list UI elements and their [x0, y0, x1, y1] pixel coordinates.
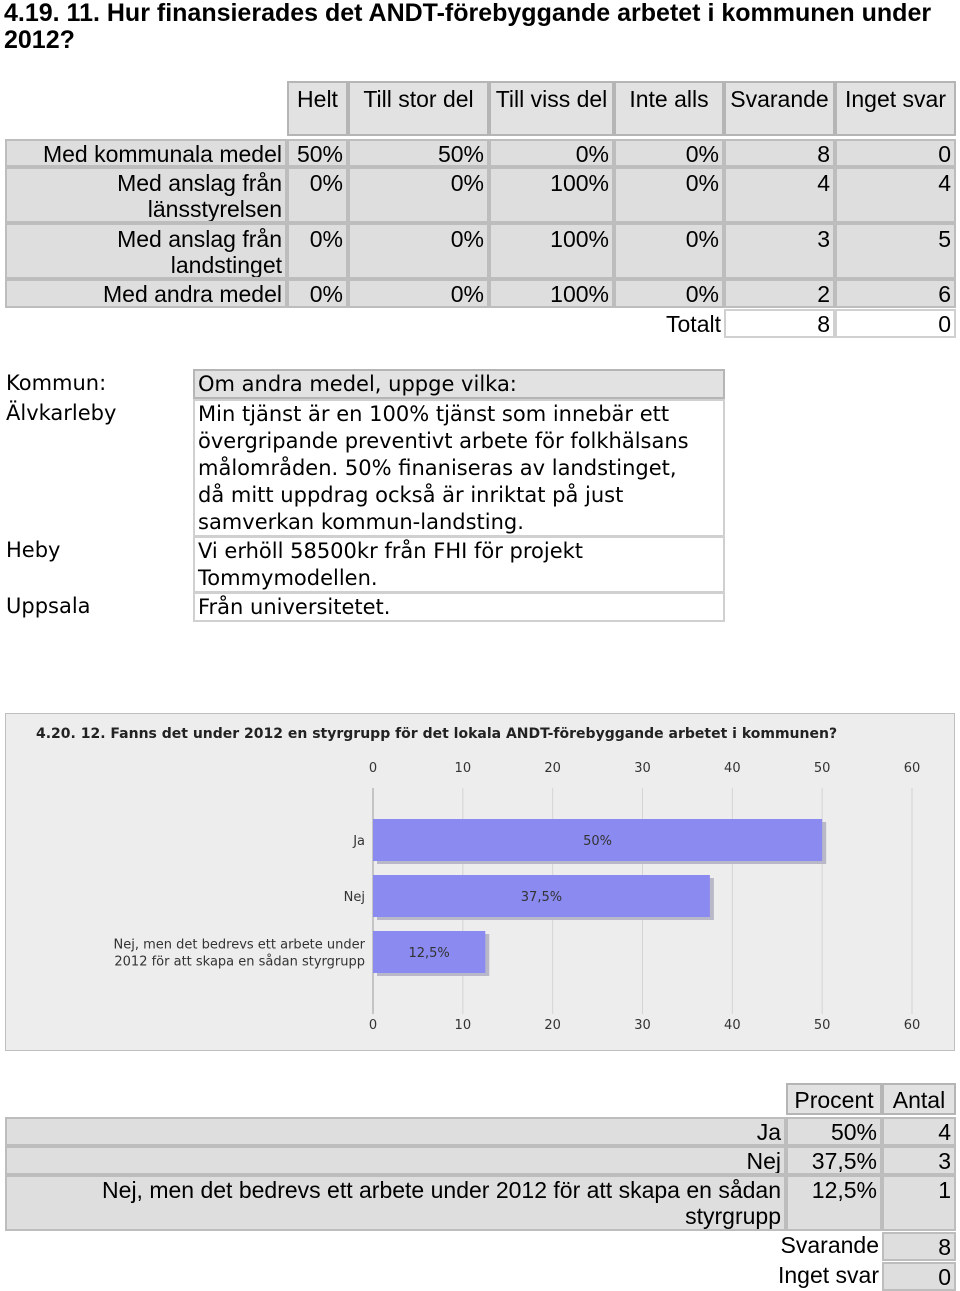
- total-label: Totalt: [666, 311, 721, 337]
- row-label: Med andra medel: [5, 279, 287, 308]
- table-cell: 0%: [348, 279, 489, 308]
- kommun-cell: Uppsala: [6, 594, 91, 618]
- table-cell: 0%: [614, 279, 724, 308]
- andra-medel-cell: Från universitetet.: [193, 592, 725, 622]
- x-tick-label-top: 20: [544, 761, 561, 776]
- table-cell: 0%: [287, 167, 348, 223]
- chart-plot: [114, 761, 921, 1033]
- table-cell: 2: [724, 279, 835, 308]
- x-tick-label-bottom: 10: [454, 1018, 472, 1033]
- table-cell: 100%: [489, 223, 614, 279]
- inget-svar-value: 0: [882, 1262, 956, 1291]
- col-header-inte-alls: Inte alls: [614, 81, 724, 136]
- total-svarande: 8: [724, 309, 835, 338]
- svarande-label: Svarande: [780, 1232, 879, 1258]
- x-tick-label-bottom: 30: [634, 1018, 651, 1033]
- summary-row-label: Nej, men det bedrevs ett arbete under 2012 för att skapa en sådan styrgrupp: [5, 1175, 786, 1231]
- table-cell: 0%: [614, 139, 724, 167]
- table-cell: 0%: [614, 167, 724, 223]
- svarande-value: 8: [882, 1232, 956, 1261]
- andra-medel-cell: Vi erhöll 58500kr från FHI för projekt Tommymodellen.: [193, 536, 725, 593]
- table-cell: 3: [724, 223, 835, 279]
- x-tick-label-top: 0: [368, 761, 378, 776]
- table-cell: 0%: [489, 139, 614, 167]
- bar-data-label: 12,5%: [408, 946, 450, 961]
- summary-procent: 12,5%: [786, 1175, 882, 1231]
- x-tick-label-top: 50: [813, 761, 831, 776]
- table-cell: 8: [724, 139, 835, 167]
- category-label: Nej: [343, 890, 365, 905]
- x-tick-label-top: 10: [454, 761, 472, 776]
- x-tick-label-bottom: 50: [813, 1018, 831, 1033]
- table-cell: 50%: [287, 139, 348, 167]
- col-header-till-stor-del: Till stor del: [348, 81, 489, 136]
- row-label: Med anslag från länsstyrelsen: [5, 167, 287, 223]
- table-cell: 100%: [489, 279, 614, 308]
- category-label: 2012 för att skapa en sådan styrgrupp: [114, 954, 365, 970]
- col-header-antal: Antal: [882, 1083, 956, 1115]
- row-label: Med kommunala medel: [5, 139, 287, 167]
- inget-svar-label: Inget svar: [778, 1262, 879, 1288]
- summary-antal: 3: [882, 1146, 956, 1175]
- col-header-helt: Helt: [287, 81, 348, 136]
- steering-group-chart: [5, 713, 955, 1051]
- x-tick-label-bottom: 20: [544, 1018, 561, 1033]
- bar-data-label: 50%: [583, 834, 613, 849]
- table-cell: 0%: [287, 223, 348, 279]
- x-tick-label-top: 30: [634, 761, 651, 776]
- col-header-svarande: Svarande: [724, 81, 835, 136]
- bar-chart-svg: [6, 714, 954, 1050]
- kommun-cell: Heby: [6, 538, 61, 562]
- summary-row-label: Ja: [5, 1117, 786, 1146]
- table-cell: 0%: [287, 279, 348, 308]
- table-cell: 0%: [348, 223, 489, 279]
- category-label: Nej, men det bedrevs ett arbete under: [113, 937, 365, 953]
- table-cell: 0%: [614, 223, 724, 279]
- table-cell: 50%: [348, 139, 489, 167]
- summary-procent: 50%: [786, 1117, 882, 1146]
- summary-row-label: Nej: [5, 1146, 786, 1175]
- category-label: Ja: [353, 834, 365, 849]
- kommun-header: Kommun:: [6, 371, 107, 395]
- table-cell: 100%: [489, 167, 614, 223]
- summary-antal: 4: [882, 1117, 956, 1146]
- andra-medel-cell: Min tjänst är en 100% tjänst som innebär ett övergripande preventivt arbete för folkhälsans målområden. 50% finaniseras av landstinget, då mitt uppdrag också är inriktat på just samverkan kommun-landsting.: [193, 399, 725, 537]
- col-header-till-viss-del: Till viss del: [489, 81, 614, 136]
- total-inget-svar: 0: [835, 309, 956, 338]
- andra-medel-header: Om andra medel, uppge vilka:: [193, 369, 725, 399]
- table-cell: 6: [835, 279, 956, 308]
- col-header-inget-svar: Inget svar: [835, 81, 956, 136]
- kommun-cell: Älvkarleby: [6, 401, 117, 425]
- row-label: Med anslag från landstinget: [5, 223, 287, 279]
- x-tick-label-bottom: 40: [724, 1018, 741, 1033]
- chart-title: 4.20. 12. Fanns det under 2012 en styrgrupp för det lokala ANDT-förebyggande arbetet i kommunen?: [36, 726, 838, 742]
- col-header-procent: Procent: [786, 1083, 882, 1115]
- x-tick-label-bottom: 60: [903, 1018, 921, 1033]
- table-cell: 5: [835, 223, 956, 279]
- table-cell: 0: [835, 139, 956, 167]
- table-cell: 0%: [348, 167, 489, 223]
- x-tick-label-top: 40: [724, 761, 741, 776]
- table-cell: 4: [724, 167, 835, 223]
- summary-antal: 1: [882, 1175, 956, 1231]
- summary-procent: 37,5%: [786, 1146, 882, 1175]
- bar-data-label: 37,5%: [520, 890, 563, 905]
- section-heading: 4.19. 11. Hur finansierades det ANDT-förebyggande arbetet i kommunen under 2012?: [4, 0, 932, 54]
- table-cell: 4: [835, 167, 956, 223]
- x-tick-label-top: 60: [903, 761, 921, 776]
- x-tick-label-bottom: 0: [368, 1018, 378, 1033]
